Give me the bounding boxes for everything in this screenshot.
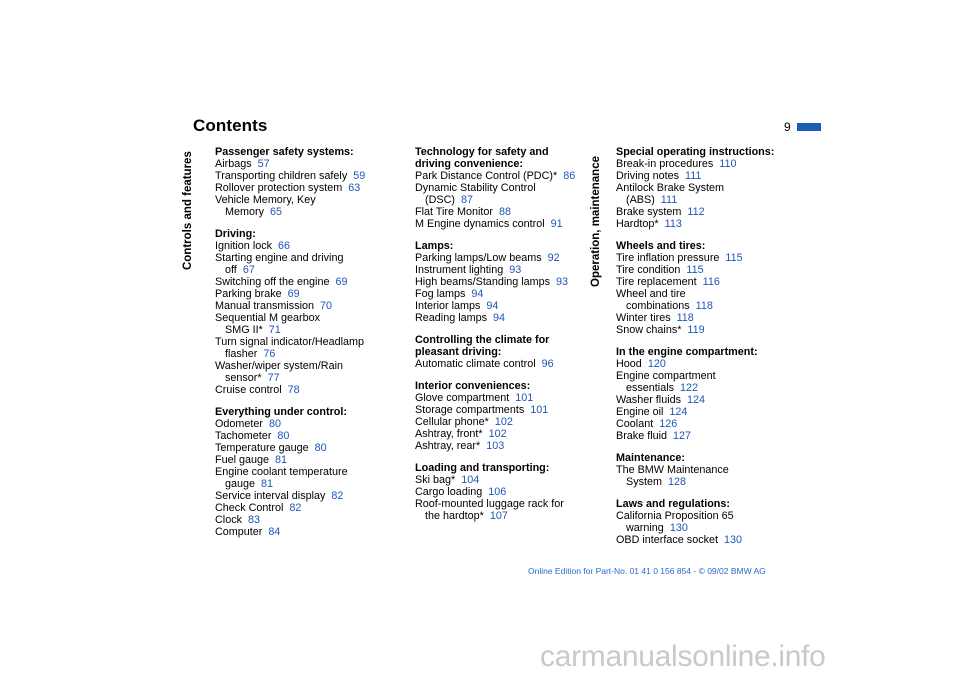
toc-entry[interactable]	[215, 430, 395, 442]
toc-page-link[interactable]: 130	[724, 534, 743, 546]
toc-entry[interactable]	[215, 418, 395, 430]
toc-entry-text: Clock	[215, 514, 242, 526]
toc-entry-text: Automatic climate control	[415, 358, 536, 370]
toc-section-heading: Everything under control:	[215, 406, 347, 418]
toc-section	[616, 498, 796, 546]
toc-entry-text: Brake fluid	[616, 430, 668, 442]
toc-entry-text: Odometer	[215, 418, 264, 430]
toc-section-heading: Passenger safety systems:	[215, 146, 354, 158]
toc-entry[interactable]	[215, 240, 395, 252]
toc-column-3	[616, 146, 796, 556]
toc-entry-text: Computer	[215, 526, 263, 538]
toc-page-link[interactable]: 102	[494, 416, 513, 428]
toc-entry[interactable]	[616, 182, 796, 206]
toc-entry[interactable]	[215, 466, 395, 490]
side-label-controls: Controls and features	[182, 151, 194, 270]
toc-entry-text: Cruise control	[215, 384, 282, 396]
toc-entry-text: Memory	[225, 206, 264, 218]
toc-entry[interactable]	[415, 170, 595, 182]
toc-entry[interactable]	[616, 394, 796, 406]
toc-entry-text: the hardtop*	[425, 510, 484, 522]
toc-entry-text: The BMW Maintenance	[616, 464, 729, 476]
toc-page-link[interactable]: 94	[486, 300, 499, 312]
toc-page-link[interactable]: 66	[278, 240, 291, 252]
toc-entry[interactable]	[215, 526, 395, 538]
toc-entry[interactable]	[415, 428, 595, 440]
toc-entry-text: Snow chains*	[616, 324, 682, 336]
toc-entry-text: Engine coolant temperature	[215, 466, 348, 478]
toc-page-link[interactable]: 111	[685, 170, 702, 182]
toc-entry[interactable]	[415, 440, 595, 452]
toc-entry[interactable]	[415, 358, 595, 370]
toc-page-link[interactable]: 102	[488, 428, 507, 440]
toc-entry[interactable]	[415, 182, 595, 206]
toc-entry-text: SMG II*	[225, 324, 263, 336]
toc-page-link[interactable]: 69	[287, 288, 300, 300]
toc-page-link[interactable]: 59	[353, 170, 366, 182]
toc-entry-text: warning	[626, 522, 664, 534]
toc-entry-text: Tire inflation pressure	[616, 252, 720, 264]
toc-page-link[interactable]: 106	[488, 486, 507, 498]
toc-entry[interactable]	[616, 312, 796, 324]
toc-heading-line: Controlling the climate for	[415, 334, 550, 346]
toc-entry[interactable]	[415, 312, 595, 324]
toc-entry-text: gauge	[225, 478, 256, 490]
toc-entry[interactable]	[616, 358, 796, 370]
toc-entry[interactable]	[415, 416, 595, 428]
toc-entry[interactable]	[215, 276, 395, 288]
toc-section-heading: Special operating instructions:	[616, 146, 775, 158]
toc-section-heading: Lamps:	[415, 240, 454, 252]
toc-entry[interactable]	[215, 502, 395, 514]
toc-entry-text: California Proposition 65	[616, 510, 734, 522]
toc-entry-text: essentials	[626, 382, 675, 394]
toc-page-link[interactable]: 111	[660, 194, 678, 206]
toc-page-link[interactable]: 92	[547, 252, 560, 264]
toc-page-link[interactable]: 118	[676, 312, 694, 324]
toc-page-link[interactable]: 65	[270, 206, 283, 218]
toc-page-link[interactable]: 128	[668, 476, 687, 488]
toc-entry[interactable]	[215, 170, 395, 182]
toc-entry-text: Wheel and tire	[616, 288, 686, 300]
toc-section	[215, 228, 395, 396]
toc-page-link[interactable]: 80	[277, 430, 290, 442]
toc-entry-text: Ashtray, front*	[415, 428, 483, 440]
toc-entry[interactable]	[415, 264, 595, 276]
toc-entry-text: Cellular phone*	[415, 416, 489, 428]
toc-entry-text: Ski bag*	[415, 474, 456, 486]
toc-page-link[interactable]: 124	[687, 394, 706, 406]
toc-entry[interactable]	[215, 158, 395, 170]
toc-page-link[interactable]: 93	[556, 276, 569, 288]
toc-section	[415, 462, 595, 522]
toc-page-link[interactable]: 127	[673, 430, 692, 442]
watermark: carmanualsonline.info	[540, 640, 826, 673]
toc-page-link[interactable]: 84	[268, 526, 281, 538]
toc-heading-line: Technology for safety and	[415, 146, 549, 158]
toc-entry-text: Roof-mounted luggage rack for	[415, 498, 564, 510]
toc-page-link[interactable]: 94	[493, 312, 506, 324]
toc-entry-text: (ABS)	[626, 194, 655, 206]
toc-column-2	[415, 146, 595, 532]
toc-entry-text: High beams/Standing lamps	[415, 276, 551, 288]
toc-entry[interactable]	[616, 276, 796, 288]
toc-heading-line: pleasant driving:	[415, 346, 502, 358]
toc-entry[interactable]	[616, 510, 796, 534]
toc-entry-text: Transporting children safely	[215, 170, 348, 182]
toc-entry[interactable]	[215, 384, 395, 396]
toc-section	[415, 334, 595, 370]
toc-page-link[interactable]: 120	[647, 358, 666, 370]
toc-entry-text: Fuel gauge	[215, 454, 270, 466]
toc-section-heading: Wheels and tires:	[616, 240, 706, 252]
page-number: 9	[784, 120, 791, 134]
toc-page-link[interactable]: 69	[335, 276, 348, 288]
toc-entry[interactable]	[215, 194, 395, 218]
toc-page-link[interactable]: 86	[563, 170, 576, 182]
toc-entry-text: Driving notes	[616, 170, 680, 182]
toc-page-link[interactable]: 88	[499, 206, 512, 218]
toc-page-link[interactable]: 130	[669, 522, 688, 534]
toc-entry[interactable]	[415, 392, 595, 404]
toc-entry[interactable]	[415, 206, 595, 218]
toc-page-link[interactable]: 82	[289, 502, 302, 514]
toc-entry-text: Tire condition	[616, 264, 681, 276]
footer-edition-note: Online Edition for Part-No. 01 41 0 156 854 - © 09/02 BMW AG	[528, 566, 766, 576]
toc-entry-text: Tire replacement	[616, 276, 697, 288]
toc-page-link[interactable]: 70	[320, 300, 333, 312]
toc-entry-text: Turn signal indicator/Headlamp	[215, 336, 365, 348]
toc-entry-text: Engine oil	[616, 406, 664, 418]
toc-entry-text: Washer/wiper system/Rain	[215, 360, 343, 372]
toc-section	[215, 406, 395, 538]
toc-entry-text: Cargo loading	[415, 486, 483, 498]
toc-entry[interactable]	[415, 300, 595, 312]
toc-entry[interactable]	[415, 486, 595, 498]
toc-page-link[interactable]: 71	[268, 324, 281, 336]
toc-entry-text: OBD interface socket	[616, 534, 719, 546]
toc-page-link[interactable]: 80	[314, 442, 327, 454]
toc-entry-text: Hardtop*	[616, 218, 659, 230]
toc-page-link[interactable]: 101	[515, 392, 534, 404]
toc-section	[415, 240, 595, 324]
toc-page-link[interactable]: 126	[659, 418, 678, 430]
toc-entry-text: combinations	[626, 300, 690, 312]
toc-page-link[interactable]: 115	[725, 252, 743, 264]
toc-page-link[interactable]: 87	[461, 194, 474, 206]
toc-entry[interactable]	[616, 430, 796, 442]
toc-section	[616, 346, 796, 442]
toc-page-link[interactable]: 77	[267, 372, 280, 384]
toc-page-link[interactable]: 63	[348, 182, 361, 194]
toc-entry-text: Interior lamps	[415, 300, 481, 312]
toc-entry[interactable]	[616, 206, 796, 218]
toc-entry[interactable]	[215, 288, 395, 300]
toc-entry-text: Flat Tire Monitor	[415, 206, 493, 218]
toc-page-link[interactable]: 67	[242, 264, 255, 276]
toc-entry-text: Parking brake	[215, 288, 282, 300]
toc-entry[interactable]	[415, 276, 595, 288]
toc-page-link[interactable]: 57	[257, 158, 270, 170]
toc-entry-text: Winter tires	[616, 312, 671, 324]
toc-entry[interactable]	[215, 312, 395, 336]
toc-page-link[interactable]: 91	[550, 218, 563, 230]
accent-bar	[797, 123, 821, 131]
toc-entry[interactable]	[215, 490, 395, 502]
toc-entry-text: sensor*	[225, 372, 262, 384]
toc-section	[415, 146, 595, 230]
toc-entry-text: Rollover protection system	[215, 182, 343, 194]
toc-entry-text: Break-in procedures	[616, 158, 714, 170]
toc-entry[interactable]	[616, 464, 796, 488]
toc-entry-text: Temperature gauge	[215, 442, 309, 454]
toc-entry[interactable]	[215, 182, 395, 194]
toc-column-1	[215, 146, 395, 548]
toc-page-link[interactable]: 93	[509, 264, 522, 276]
toc-page-link[interactable]: 122	[680, 382, 699, 394]
toc-entry-text: Hood	[616, 358, 642, 370]
toc-page-link[interactable]: 118	[695, 300, 713, 312]
toc-section-heading: Driving:	[215, 228, 256, 240]
toc-page-link[interactable]: 83	[248, 514, 261, 526]
page-title: Contents	[193, 116, 268, 135]
toc-page-link[interactable]: 104	[461, 474, 480, 486]
toc-entry[interactable]	[415, 288, 595, 300]
toc-entry-text: Sequential M gearbox	[215, 312, 321, 324]
toc-entry[interactable]	[215, 336, 395, 360]
toc-section	[415, 380, 595, 452]
toc-entry-text: Airbags	[215, 158, 252, 170]
toc-section	[215, 146, 395, 218]
toc-entry-text: Coolant	[616, 418, 654, 430]
toc-entry-text: Fog lamps	[415, 288, 466, 300]
toc-entry-text: Tachometer	[215, 430, 272, 442]
toc-page-link[interactable]: 82	[331, 490, 344, 502]
toc-entry[interactable]	[415, 498, 595, 522]
toc-entry[interactable]	[415, 218, 595, 230]
toc-section-heading	[415, 146, 595, 170]
toc-page-link[interactable]: 116	[702, 276, 720, 288]
toc-section	[616, 240, 796, 336]
toc-page-link[interactable]: 112	[687, 206, 705, 218]
toc-entry-text: Engine compartment	[616, 370, 716, 382]
toc-entry-text: Glove compartment	[415, 392, 510, 404]
toc-page-link[interactable]: 96	[541, 358, 554, 370]
toc-entry[interactable]	[415, 474, 595, 486]
toc-entry[interactable]	[415, 404, 595, 416]
toc-page-link[interactable]: 119	[687, 324, 705, 336]
toc-entry[interactable]	[215, 360, 395, 384]
toc-entry[interactable]	[215, 252, 395, 276]
toc-section	[616, 452, 796, 488]
toc-section	[616, 146, 796, 230]
toc-page-link[interactable]: 94	[471, 288, 484, 300]
toc-entry-text: Service interval display	[215, 490, 326, 502]
toc-entry-text: Ignition lock	[215, 240, 273, 252]
toc-entry[interactable]	[616, 170, 796, 182]
toc-entry[interactable]	[616, 158, 796, 170]
toc-page-link[interactable]: 81	[275, 454, 288, 466]
toc-entry-text: Parking lamps/Low beams	[415, 252, 542, 264]
toc-entry[interactable]	[616, 288, 796, 312]
toc-page-link[interactable]: 76	[263, 348, 276, 360]
toc-entry-text: (DSC)	[425, 194, 455, 206]
toc-entry-text: Manual transmission	[215, 300, 315, 312]
toc-entry[interactable]	[616, 406, 796, 418]
toc-page-link[interactable]: 107	[489, 510, 508, 522]
toc-section-heading: Loading and transporting:	[415, 462, 550, 474]
toc-entry[interactable]	[215, 442, 395, 454]
toc-entry[interactable]	[215, 514, 395, 526]
toc-entry[interactable]	[215, 300, 395, 312]
toc-entry-text: flasher	[225, 348, 258, 360]
toc-page-link[interactable]: 115	[686, 264, 704, 276]
toc-entry-text: Dynamic Stability Control	[415, 182, 536, 194]
toc-entry[interactable]	[415, 252, 595, 264]
toc-entry-text: Park Distance Control (PDC)*	[415, 170, 558, 182]
toc-page-link[interactable]: 124	[669, 406, 688, 418]
toc-entry[interactable]	[616, 418, 796, 430]
toc-entry-text: Brake system	[616, 206, 682, 218]
toc-entry-text: Switching off the engine	[215, 276, 330, 288]
toc-entry-text: Ashtray, rear*	[415, 440, 481, 452]
toc-entry[interactable]	[215, 454, 395, 466]
toc-entry-text: M Engine dynamics control	[415, 218, 545, 230]
toc-entry[interactable]	[616, 370, 796, 394]
toc-entry-text: System	[626, 476, 662, 488]
toc-page-link[interactable]: 113	[664, 218, 682, 230]
toc-page-link[interactable]: 110	[719, 158, 737, 170]
toc-entry-text: Check Control	[215, 502, 284, 514]
toc-page-link[interactable]: 80	[269, 418, 282, 430]
toc-entry-text: Instrument lighting	[415, 264, 504, 276]
toc-section-heading	[415, 334, 595, 358]
toc-section-heading: Laws and regulations:	[616, 498, 730, 510]
toc-entry[interactable]	[616, 252, 796, 264]
toc-section-heading: Interior conveniences:	[415, 380, 531, 392]
side-label-operation: Operation, maintenance	[590, 155, 602, 287]
toc-entry-text: off	[225, 264, 237, 276]
toc-entry-text: Starting engine and driving	[215, 252, 344, 264]
toc-entry-text: Vehicle Memory, Key	[215, 194, 316, 206]
toc-entry[interactable]	[616, 534, 796, 546]
toc-page-link[interactable]: 81	[261, 478, 274, 490]
toc-entry-text: Storage compartments	[415, 404, 525, 416]
toc-page-link[interactable]: 78	[287, 384, 300, 396]
toc-entry[interactable]	[616, 264, 796, 276]
toc-entry-text: Reading lamps	[415, 312, 488, 324]
toc-entry[interactable]	[616, 324, 796, 336]
toc-entry-text: Washer fluids	[616, 394, 682, 406]
toc-entry[interactable]	[616, 218, 796, 230]
toc-section-heading: Maintenance:	[616, 452, 685, 464]
toc-page-link[interactable]: 101	[530, 404, 549, 416]
toc-heading-line: driving convenience:	[415, 158, 523, 170]
toc-section-heading: In the engine compartment:	[616, 346, 758, 358]
toc-entry-text: Antilock Brake System	[616, 182, 725, 194]
toc-page-link[interactable]: 103	[486, 440, 505, 452]
